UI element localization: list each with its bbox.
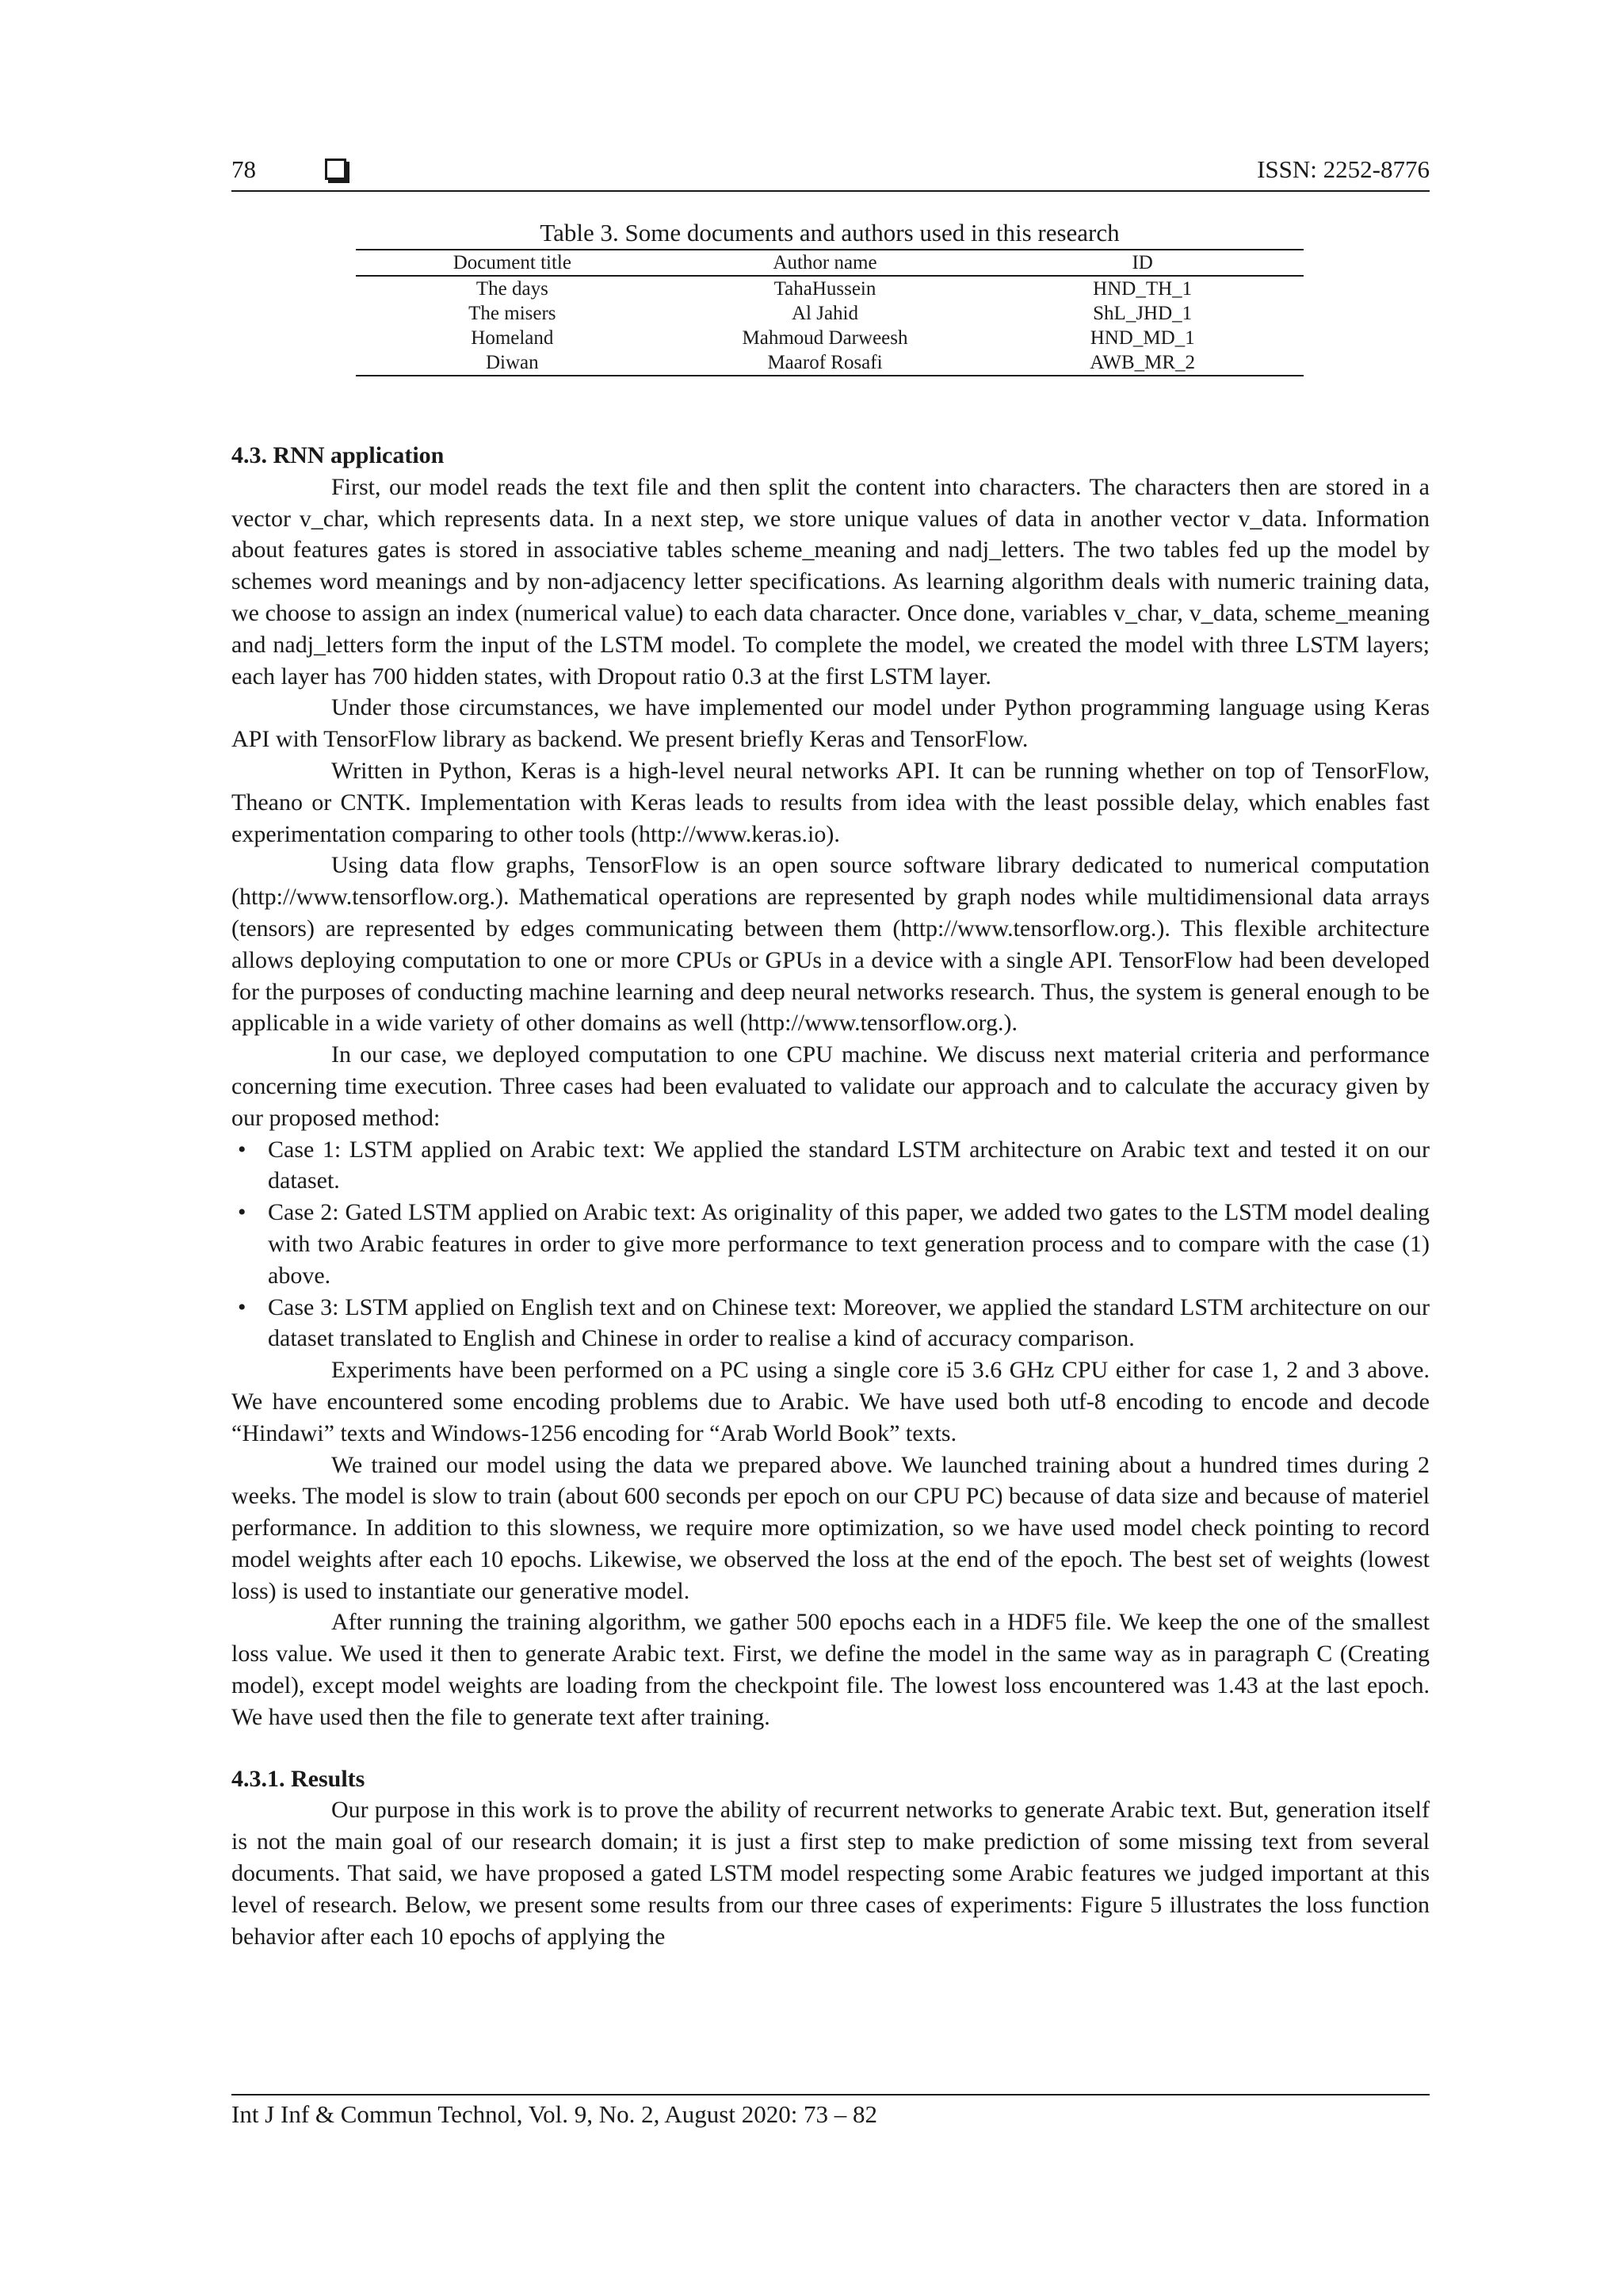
- table-cell: The misers: [468, 303, 556, 324]
- table-cell: Diwan: [356, 350, 669, 376]
- table-row: [356, 326, 1304, 350]
- header-rule: [231, 190, 1430, 192]
- subsection-heading: 4.3.1. Results: [231, 1765, 365, 1792]
- list-item: [231, 1197, 1430, 1291]
- paragraph: Experiments have been performed on a PC using a single core i5 3.6 GHz CPU either for case 1, 2 and 3 above. We have encountered some encoding problems due to Arabic. We have used both utf-8 encoding to encode and decode “Hindawi” texts and Windows-1256 encoding for “Arab World Book” texts.: [231, 1357, 1430, 1446]
- footer-rule: [231, 2094, 1430, 2095]
- table-cell: Maarof Rosafi: [669, 350, 982, 376]
- table-cell: AWB_MR_2: [981, 350, 1304, 376]
- bullet-icon: •: [238, 1199, 246, 1226]
- body-text: [231, 440, 1430, 1952]
- cases-list: [231, 1134, 1430, 1355]
- documents-table: [356, 249, 1304, 376]
- list-item: [231, 1292, 1430, 1355]
- table-cell: Al Jahid: [791, 303, 859, 324]
- table-cell: Mahmoud Darweesh: [742, 327, 908, 349]
- paragraph: First, our model reads the text file and then split the content into characters. The characters then are stored in a vector v_char, which represents data. In a next step, we store unique values of data in another vector v_data. Information about features gates is stored in associative tables scheme_meaning and nadj_letters. The two tables fed up the model by schemes word meanings and by non-adjacency letter specifications. As learning algorithm deals with numeric training data, we choose to assign an index (numerical value) to each data character. Once done, variables v_char, v_data, scheme_meaning and nadj_letters form the input of the LSTM model. To complete the model, we created the model with three LSTM layers; each layer has 700 hidden states, with Dropout ratio 0.3 at the first LSTM layer.: [231, 473, 1430, 690]
- paragraph: Our purpose in this work is to prove the ability of recurrent networks to generate Arabic text. But, generation itself is not the main goal of our research domain; it is just a first step to make prediction of some missing text from several documents. That said, we have proposed a gated LSTM model respecting some Arabic features we judged important at this level of research. Below, we present some results from our three cases of experiments: Figure 5 illustrates the loss function behavior after each 10 epochs of applying the: [231, 1797, 1430, 1950]
- bullet-icon: •: [238, 1293, 246, 1320]
- table-row: [356, 350, 1304, 376]
- table-cell: HND_TH_1: [1093, 278, 1193, 300]
- table-row: [356, 301, 1304, 326]
- paragraph: Under those circumstances, we have implemented our model under Python programming language using Keras API with TensorFlow library as backend. We present briefly Keras and TensorFlow.: [231, 694, 1430, 753]
- column-header: Author name: [669, 250, 982, 276]
- table-cell: HND_MD_1: [1090, 327, 1195, 349]
- table-caption: Table 3. Some documents and authors used in this research: [540, 219, 1120, 246]
- page-number: 78: [231, 155, 256, 183]
- table-header-row: [356, 250, 1304, 276]
- paragraph: We trained our model using the data we prepared above. We launched training about a hundred times during 2 weeks. The model is slow to train (about 600 seconds per epoch on our CPU PC) because of data size and because of materiel performance. In addition to this slowness, we require more optimization, so we have used model check pointing to record model weights after each 10 epochs. Likewise, we observed the loss at the end of the epoch. The best set of weights (lowest loss) is used to instantiate our generative model.: [231, 1451, 1430, 1604]
- table-cell: Homeland: [471, 327, 554, 349]
- footer-citation: Int J Inf & Commun Technol, Vol. 9, No. 2, August 2020: 73 – 82: [231, 2100, 878, 2128]
- column-header: ID: [981, 250, 1304, 276]
- table-3: [356, 217, 1304, 376]
- list-item-text: Case 3: LSTM applied on English text and on Chinese text: Moreover, we applied the standard LSTM architecture on our dataset translated to English and Chinese in order to realise a kind of accuracy comparison.: [268, 1293, 1430, 1352]
- table-cell: TahaHussein: [773, 278, 876, 300]
- table-cell: The days: [475, 278, 548, 300]
- section-gap: [231, 1733, 1430, 1763]
- ballot-box-icon: [325, 159, 346, 180]
- issn-label: ISSN: 2252-8776: [1257, 155, 1430, 183]
- paragraph: Written in Python, Keras is a high-level neural networks API. It can be running whether on top of TensorFlow, Theano or CNTK. Implementation with Keras leads to results from idea with the least possible delay, which enables fast experimentation comparing to other tools (http://www.keras.io).: [231, 757, 1430, 847]
- page-header: [231, 155, 1430, 193]
- table-cell: ShL_JHD_1: [1093, 303, 1193, 324]
- paragraph: Using data flow graphs, TensorFlow is an open source software library dedicated to numerical computation (http://www.tensorflow.org.). Mathematical operations are represented by graph nodes while multidimensional data arrays (tensors) are represented by edges communicating between them (http://www.tensorflow.org.). This flexible architecture allows deploying computation to one or more CPUs or GPUs in a device with a single API. TensorFlow had been developed for the purposes of conducting machine learning and deep neural networks research. Thus, the system is general enough to be applicable in a wide variety of other domains as well (http://www.tensorflow.org.).: [231, 852, 1430, 1037]
- bullet-icon: •: [238, 1136, 246, 1163]
- column-header: Document title: [356, 250, 669, 276]
- section-heading: 4.3. RNN application: [231, 442, 445, 468]
- list-item-text: Case 1: LSTM applied on Arabic text: We applied the standard LSTM architecture on Arabic text and tested it on our dataset.: [268, 1136, 1430, 1194]
- table-row: [356, 276, 1304, 301]
- paragraph: In our case, we deployed computation to one CPU machine. We discuss next material criteria and performance concerning time execution. Three cases had been evaluated to validate our approach and to calculate the accuracy given by our proposed method:: [231, 1041, 1430, 1131]
- paragraph: After running the training algorithm, we gather 500 epochs each in a HDF5 file. We keep the one of the smallest loss value. We used it then to generate Arabic text. First, we define the model in the same way as in paragraph C (Creating model), except model weights are loading from the checkpoint file. The lowest loss encountered was 1.43 at the last epoch. We have used then the file to generate text after training.: [231, 1609, 1430, 1730]
- list-item: [231, 1134, 1430, 1198]
- list-item-text: Case 2: Gated LSTM applied on Arabic text: As originality of this paper, we added two gates to the LSTM model dealing with two Arabic features in order to give more performance to text generation process and to compare with the case (1) above.: [268, 1199, 1430, 1289]
